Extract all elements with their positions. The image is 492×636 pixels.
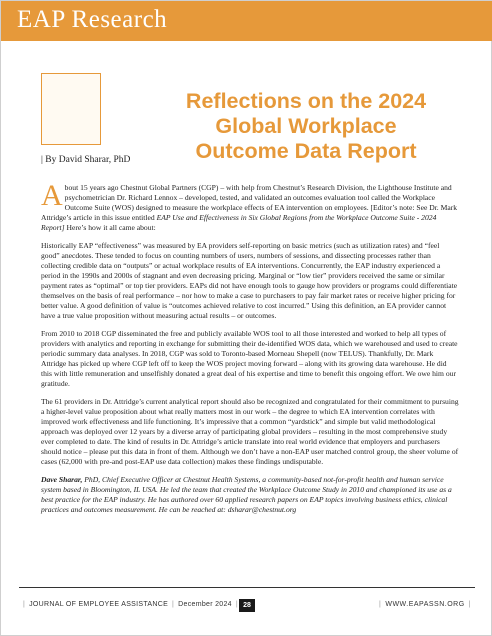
- author-photo-placeholder: [41, 73, 101, 145]
- article-headline: [141, 89, 471, 164]
- paragraph-dissemination: From 2010 to 2018 CGP disseminated the free and publicly available WOS tool to all those interested and worked to help all types of providers with analytics and reporting in exchange for submitting their de-identified WOS data, which we warehoused and used to create periodic summary data analyses. In 2018, CGP was sold to Toronto-based Morneau Shepell (now TELUS). Thankfully, Dr. Mark Attridge has picked up where CGP left off to keep the WOS project moving forward – along with its growing data warehouse. He did this with little remuneration and unselfishly donated a great deal of his expertise and time to benefit this ongoing effort. We owe him our gratitude.: [41, 329, 458, 388]
- editors-note-title: EAP Use and Effectiveness in Six Global Regions from the Workplace Outcome Suite - 2024 Report]: [41, 213, 437, 232]
- headline-line-3: Outcome Data Report: [195, 139, 417, 163]
- footer-issue-date: December 2024: [178, 601, 232, 608]
- author-bio-name: Dave Sharar,: [41, 475, 83, 484]
- paragraph-providers: The 61 providers in Dr. Attridge’s current analytical report should also be recognized and congratulated for their commitment to pursuing a higher-level value proposition about what really matters most in our work – the degree to which EA intervention correlates with improved work effectiveness and life functioning. It’s impressive that a common “yardstick” and simple but valid methodological approach was deployed over 12 years by a diverse array of participating global providers – resulting in the most comprehensive study ever completed to date. The kind of results in Dr. Attridge’s article translate into real world evidence that employers and purchasers should notice – please put this data in front of them. Although we don’t have a non-EAP user matched control group, the sheer volume of cases (62,000 with pre-and post-EAP use data collection) makes these findings undisputable.: [41, 397, 459, 466]
- author-bio-text: PhD, Chief Executive Officer at Chestnut Health Systems, a community-based not-for-profit health and human service system based in Bloomington, IL USA. He led the team that created the Workplace Outcome Study in 2010 and championed its use as a best practice for the EAP industry. He has authored over 60 applied research papers on EAP topics involving business ethics, clinical practices and outcomes measurement. He can be reached at: dsharar@chestnut.org: [41, 475, 452, 514]
- page-footer: [19, 599, 475, 613]
- page-number: 28: [239, 599, 255, 612]
- section-title: EAP Research: [17, 6, 168, 33]
- paragraph-intro-text: bout 15 years ago Chestnut Global Partners (CGP) – with help from Chestnut’s Research Division, the Lighthouse Institute and psychometrician Dr. Richard Lennox – developed, tested, and validated an outcomes evaluation tool called the Workplace Outcome Suite (WOS) designed to measure the workplace effects of EA intervention on employees. [Editor’s note: See Dr. Mark Attridge’s article in this issue entitled: [41, 183, 458, 222]
- footer-website-link[interactable]: WWW.EAPASSN.ORG: [385, 601, 465, 608]
- headline-line-2: Global Workplace: [215, 114, 397, 138]
- footer-journal-name: JOURNAL OF EMPLOYEE ASSISTANCE: [29, 601, 169, 608]
- footer-rule: [19, 587, 475, 588]
- byline: | By David Sharar, PhD: [41, 155, 131, 165]
- article-body: [41, 179, 459, 523]
- section-masthead: [1, 1, 492, 41]
- drop-cap: A: [41, 179, 63, 212]
- author-bio: [41, 475, 459, 515]
- headline-line-1: Reflections on the 2024: [185, 89, 427, 113]
- paragraph-history: Historically EAP “effectiveness” was measured by EA providers self-reporting on basic metrics (such as utilization rates) and “feel good” anecdotes. These tended to focus on counting numbers of users, numbers of sessions, and dissecting processes rather than collecting credible data on “outputs” or actual workplace results of EA interventions. Concurrently, the EAP industry experienced a period in the 1990s and 2000s of stagnant and even decreasing pricing. Marginal or “low tier” providers received the same or similar payment rates as “optimal” or top tier providers. EAPs did not have enough tools to gauge how providers or programs could differentiate themselves on the basis of real performance – nor how to make a case to purchasers to pay fair market rates or receive higher pricing for better value. A good definition of value is “outcomes achieved relative to cost incurred.” Using this definition, an EA provider cannot have a true value proposition without measuring actual results – or outcomes.: [41, 241, 458, 320]
- paragraph-intro: [41, 179, 459, 233]
- footer-journal-info: | JOURNAL OF EMPLOYEE ASSISTANCE | December 2024 |: [23, 601, 239, 608]
- footer-website-block: | WWW.EAPASSN.ORG |: [379, 601, 471, 608]
- paragraph-intro-end: Here’s how it all came about:: [64, 223, 156, 232]
